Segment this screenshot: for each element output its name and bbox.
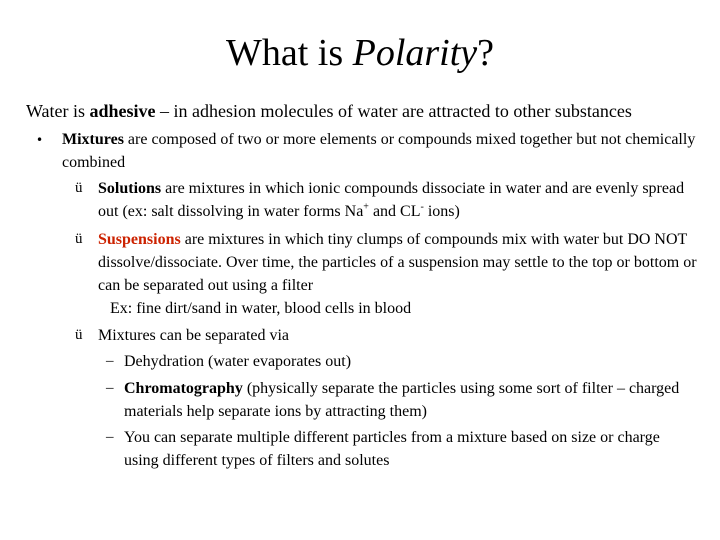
title-italic: Polarity	[352, 32, 478, 74]
suspensions-item	[98, 228, 703, 297]
solutions-sup-plus: +	[363, 201, 369, 213]
chromatography-item	[124, 377, 699, 423]
lead-line	[26, 99, 716, 123]
solutions-text: are mixtures in which ionic compounds dissociate in water and are evenly spread out (ex: salt dissolving in water forms Na	[98, 180, 685, 220]
multiple-item: You can separate multiple different particles from a mixture based on size or charge using different types of filters and solutes	[124, 429, 660, 469]
mixtures-bullet	[62, 128, 702, 174]
title-prefix: What is	[225, 32, 353, 74]
lead-post: – in adhesion molecules of water are attracted to other substances	[155, 101, 632, 121]
dash-icon: –	[106, 429, 114, 445]
solutions-sup-minus: -	[420, 201, 424, 213]
mixtures-text: are composed of two or more elements or compounds mixed together but not chemically combined	[62, 131, 696, 171]
title-suffix: ?	[477, 32, 495, 74]
bullet-icon: •	[36, 133, 44, 147]
slide-title	[0, 30, 720, 76]
dash-icon: –	[106, 353, 114, 369]
suspensions-text: are mixtures in which tiny clumps of compounds mix with water but DO NOT dissolve/dissociate. Over time, the particles of a suspension may settle to the top or bottom or can be separated out using a filter	[98, 231, 697, 294]
mixtures-bold: Mixtures	[62, 131, 124, 148]
check-icon: ü	[75, 180, 83, 196]
lead-pre: Water is	[26, 101, 90, 121]
chromatography-bold: Chromatography	[124, 380, 243, 397]
suspensions-bold: Suspensions	[98, 231, 181, 248]
solutions-mid: and CL	[368, 203, 421, 220]
lead-bold: adhesive	[89, 101, 156, 121]
dehydration-item: Dehydration (water evaporates out)	[124, 353, 352, 370]
check-icon: ü	[75, 327, 83, 343]
example-line: Ex: fine dirt/sand in water, blood cells in blood	[110, 300, 412, 317]
chromatography-text: (physically separate the particles using some sort of filter – charged materials help separate ions by attracting them)	[124, 380, 680, 420]
check-icon: ü	[75, 231, 83, 247]
solutions-item	[98, 177, 698, 223]
dash-icon: –	[106, 380, 114, 396]
separated-item: Mixtures can be separated via	[98, 327, 290, 344]
solutions-end: ions)	[423, 203, 460, 220]
solutions-bold: Solutions	[98, 180, 162, 197]
